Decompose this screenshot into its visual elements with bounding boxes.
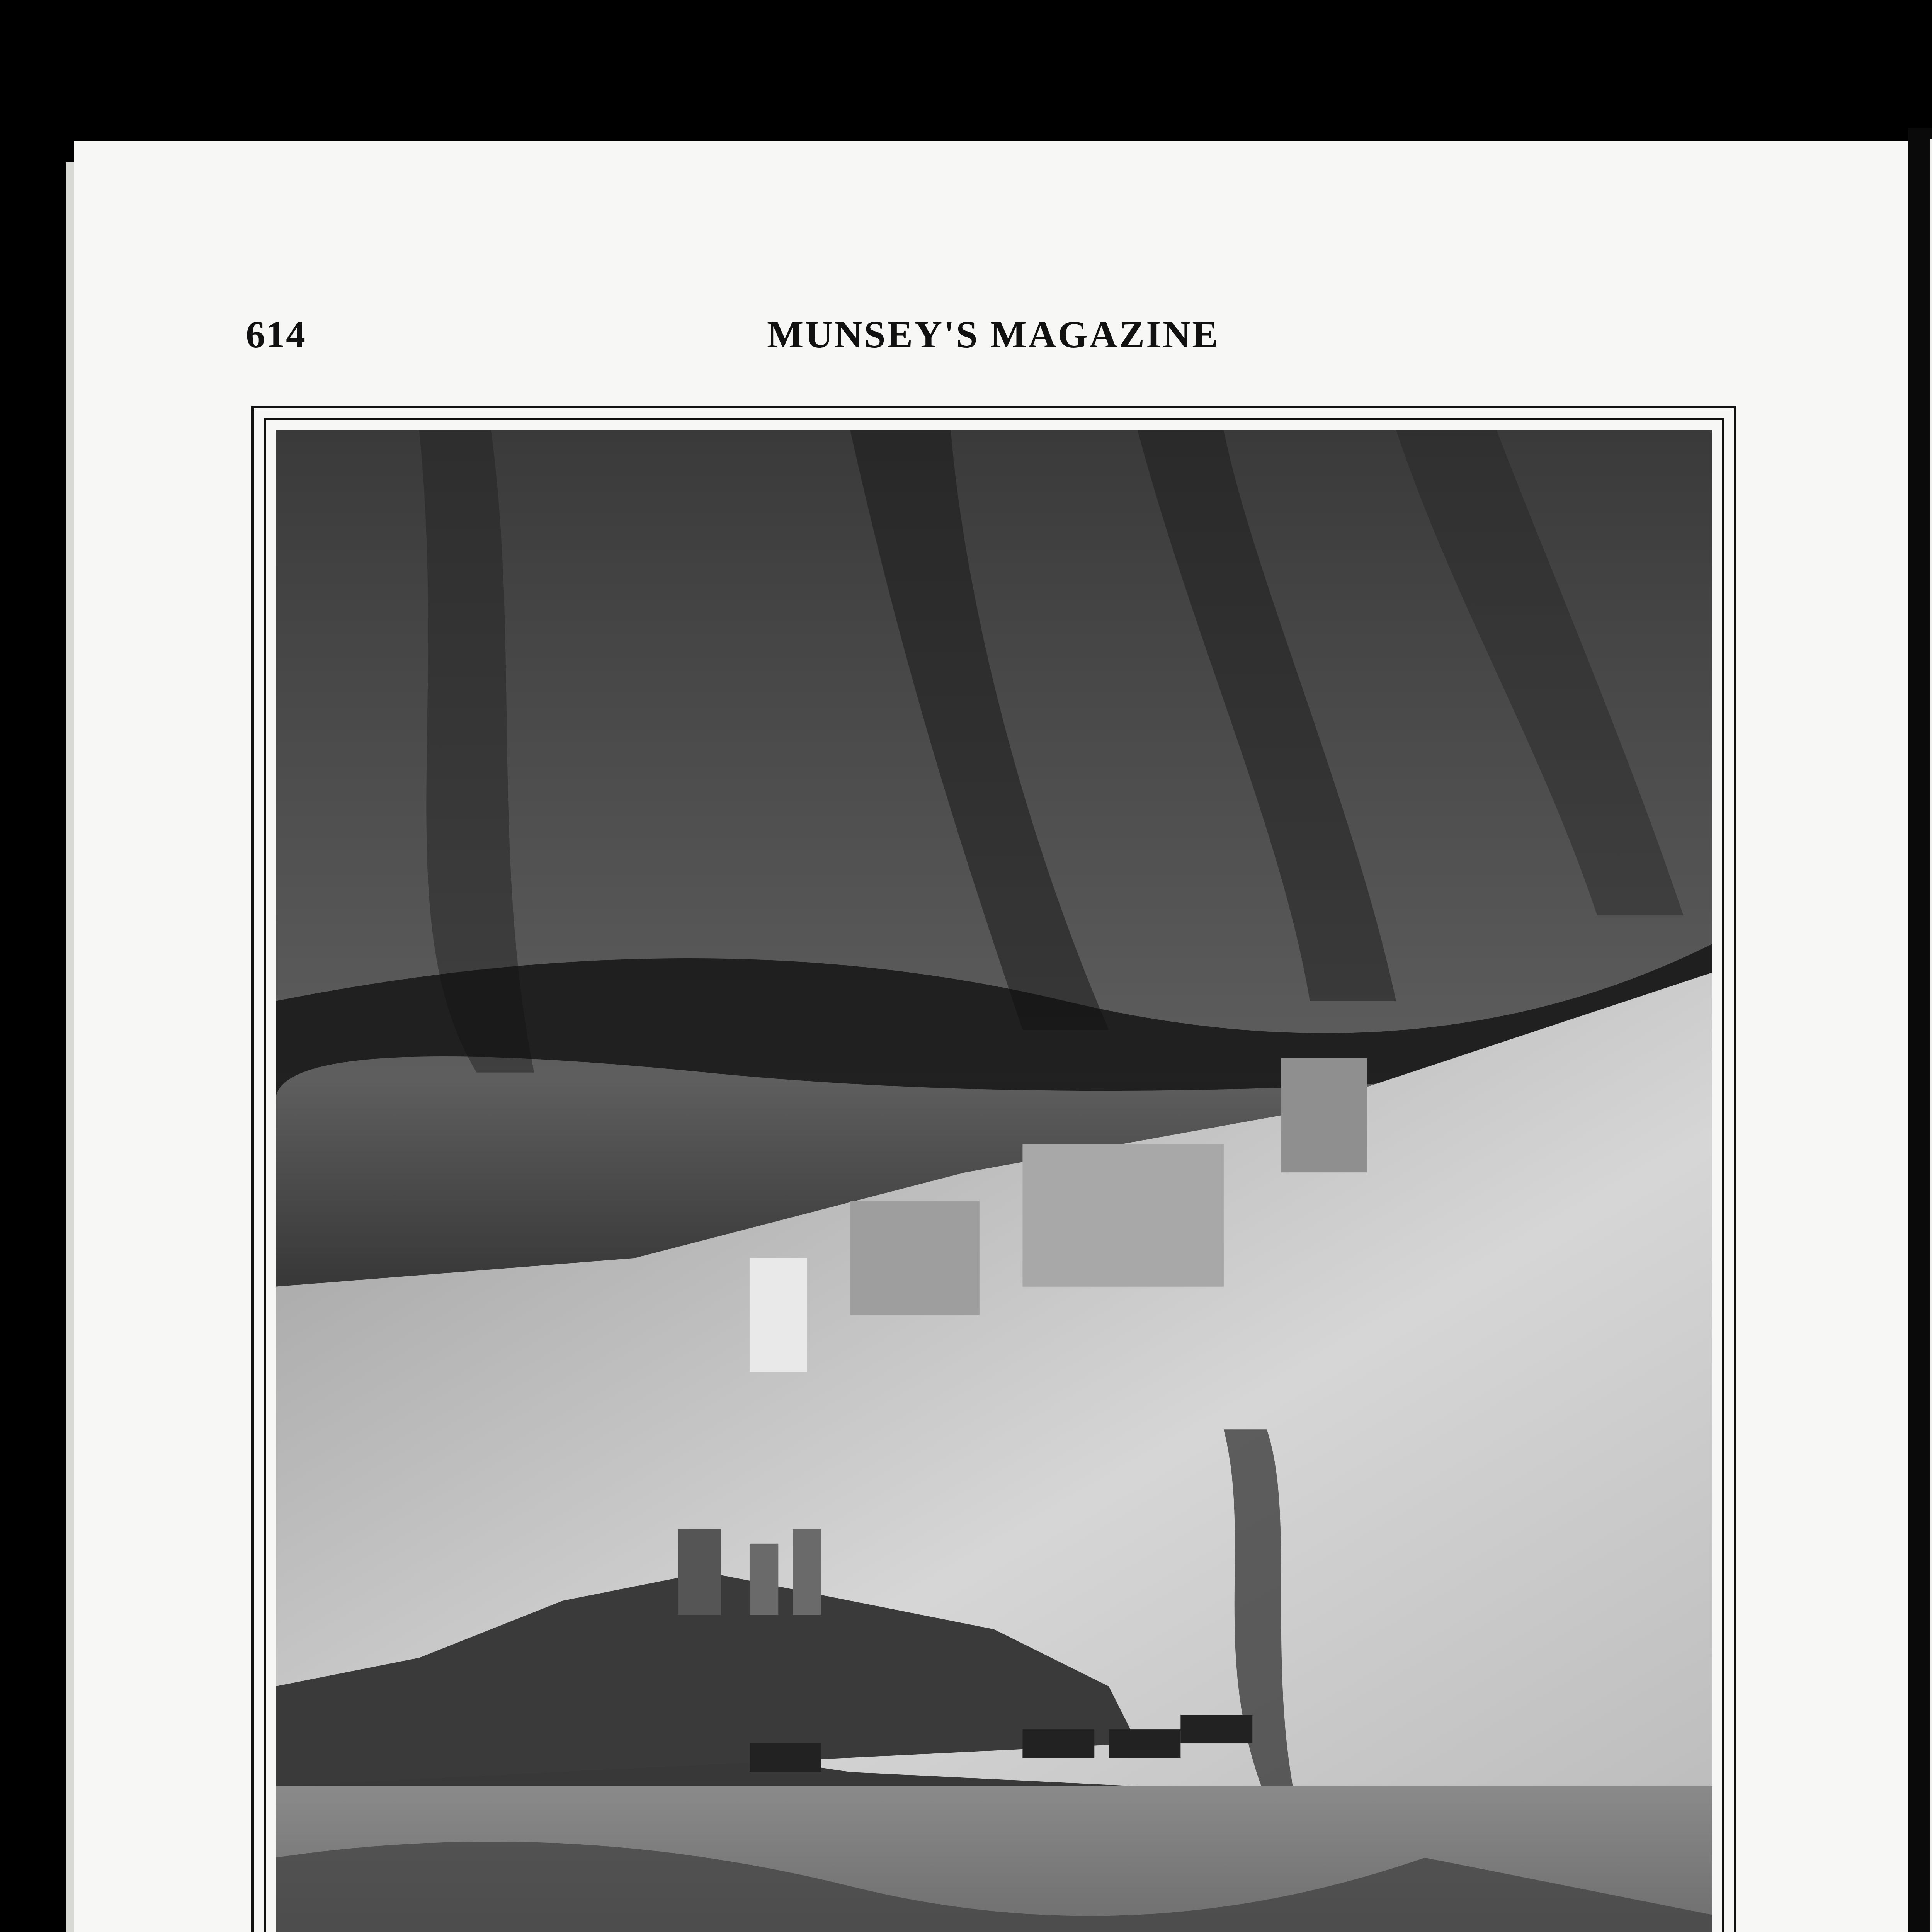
- page-number: 614: [246, 313, 306, 356]
- cliff-dwelling-photo: [276, 430, 1712, 1932]
- adjacent-page-edge: [1908, 128, 1932, 1932]
- adjacent-page-margin: [1930, 139, 1932, 1932]
- photo-frame: [251, 406, 1736, 1932]
- page-binding-edge: [66, 162, 74, 1932]
- cliff-dwelling-illustration: [276, 430, 1712, 1932]
- running-head: MUNSEY'S MAGAZINE: [767, 313, 1219, 356]
